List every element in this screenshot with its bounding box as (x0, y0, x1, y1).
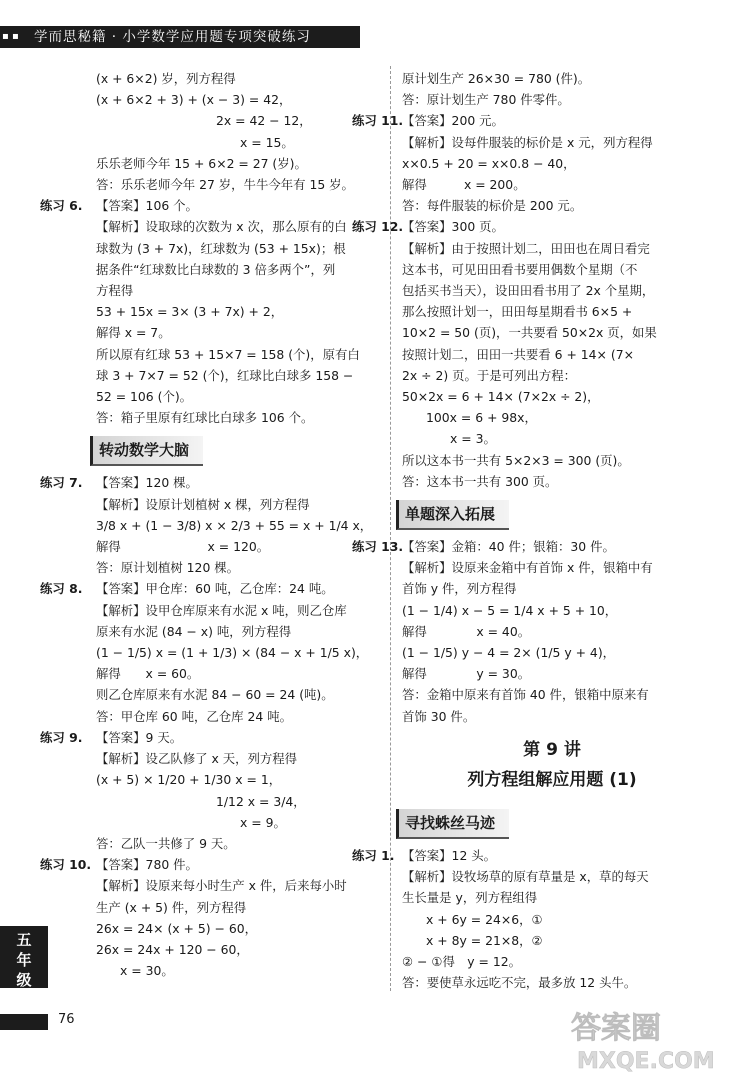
text-line (96, 557, 386, 578)
text-content: x = 9。 (240, 814, 286, 830)
section-heading: 转动数学大脑 (90, 436, 203, 466)
text-line (96, 515, 386, 536)
text-line (402, 706, 702, 727)
text-content: 据条件“红球数比白球数的 3 倍多两个”，列 (96, 261, 336, 277)
text-line (96, 621, 386, 642)
text-line (96, 706, 386, 727)
exercise-label: 练习 7. (40, 475, 83, 491)
text-content: 【解析】设甲仓库原来有水泥 x 吨，则乙仓库 (96, 602, 347, 618)
text-content: 答：甲仓库 60 吨，乙仓库 24 吨。 (96, 708, 292, 724)
text-line (96, 536, 386, 557)
text-line (40, 854, 386, 875)
lecture-number: 第 9 讲 (523, 739, 581, 760)
text-content: 答：乐乐老师今年 27 岁，牛牛今年有 15 岁。 (96, 177, 354, 193)
exercise-label: 练习 1. (352, 847, 395, 863)
text-line (402, 471, 702, 492)
text-content: (1 − 1/4) x − 5 = 1/4 x + 5 + 10， (402, 602, 618, 618)
grade-tab (0, 926, 48, 988)
exercise-label: 练习 11. (352, 113, 404, 129)
section-heading: 寻找蛛丝马迹 (396, 809, 509, 839)
text-line (352, 536, 702, 557)
text-content: 50×2x = 6 + 14× (7×2x ÷ 2)， (402, 389, 600, 405)
text-content: 【答案】200 元。 (402, 113, 504, 129)
text-content: 答：原计划植树 120 棵。 (96, 560, 240, 576)
text-content: 2x ÷ 2) 页。于是可列出方程： (402, 367, 577, 383)
text-content: 【答案】780 件。 (96, 857, 198, 873)
text-line (402, 684, 702, 705)
text-line (96, 386, 386, 407)
text-line (96, 365, 386, 386)
text-content: 解得 x = 7。 (96, 325, 171, 341)
text-line (96, 875, 386, 896)
text-content: x = 30。 (120, 963, 174, 979)
text-line (96, 918, 386, 939)
text-content: 【解析】设原来金箱中有首饰 x 件，银箱中有 (402, 560, 653, 576)
text-content: 【解析】设原来每小时生产 x 件，后来每小时 (96, 878, 347, 894)
page-header (0, 0, 750, 60)
text-content: 解得 y = 30。 (402, 666, 531, 682)
text-content: 答：箱子里原有红球比白球多 106 个。 (96, 410, 314, 426)
text-content: 答：这本书一共有 300 页。 (402, 473, 558, 489)
text-content: 【解析】设每件服装的标价是 x 元，列方程得 (402, 134, 653, 150)
text-content: 【解析】设原计划植树 x 棵，列方程得 (96, 496, 310, 512)
text-content: 100x = 6 + 98x， (426, 410, 537, 426)
text-line (352, 216, 702, 237)
header-mark-icon: ▪ ▪ (2, 31, 19, 42)
text-content: 【解析】设乙队修了 x 天，列方程得 (96, 751, 298, 767)
text-line (402, 663, 702, 684)
text-content: (1 − 1/5) x = (1 + 1/3) × (84 − x + 1/5 x)， (96, 645, 369, 661)
text-content: 答：要使草永远吃不完，最多放 12 头牛。 (402, 975, 637, 991)
lecture-title: 列方程组解应用题 (1) (467, 769, 637, 790)
text-line (402, 132, 702, 153)
exercise-label: 练习 12. (352, 219, 404, 235)
text-line (402, 909, 702, 930)
text-content: 包括买书当天），设田田看书用了 2x 个星期， (402, 283, 655, 299)
text-content: 53 + 15x = 3× (3 + 7x) + 2， (96, 304, 284, 320)
text-line (402, 238, 702, 259)
text-line (96, 174, 386, 195)
text-line (96, 791, 386, 812)
text-line (96, 344, 386, 365)
text-content: x = 3。 (450, 431, 496, 447)
text-line (96, 812, 386, 833)
text-line (402, 642, 702, 663)
text-content: 【答案】金箱：40 件；银箱：30 件。 (402, 539, 615, 555)
text-line (96, 216, 386, 237)
text-content: 则乙仓库原来有水泥 84 − 60 = 24 (吨)。 (96, 687, 334, 703)
text-line (402, 195, 702, 216)
exercise-label: 练习 13. (352, 539, 404, 555)
text-line (96, 301, 386, 322)
text-content: (x + 5) × 1/20 + 1/30 x = 1， (96, 772, 282, 788)
text-line (40, 195, 386, 216)
text-content: 按照计划二，田田一共要看 6 + 14× (7× (402, 346, 634, 362)
text-content: 答：乙队一共修了 9 天。 (96, 835, 236, 851)
text-content: 球 3 + 7×7 = 52 (个)，红球比白球多 158 − (96, 367, 354, 383)
text-content: 解得 x = 60。 (96, 666, 200, 682)
text-line (402, 972, 702, 993)
text-line (96, 110, 386, 131)
text-content: 原计划生产 26×30 = 780 (件)。 (402, 71, 591, 86)
text-line (402, 280, 702, 301)
text-content: 1/12 x = 3/4， (216, 793, 306, 809)
header-title: 学而思秘籍 · 小学数学应用题专项突破练习 (34, 29, 311, 45)
text-line (96, 68, 386, 89)
text-line (96, 259, 386, 280)
text-content: 生产 (x + 5) 件，列方程得 (96, 899, 247, 915)
grade-tab-text: 五年级 (16, 931, 32, 989)
text-content: 【解析】由于按照计划二，田田也在周日看完 (402, 240, 650, 256)
text-content: 方程得 (96, 283, 134, 299)
text-line (40, 727, 386, 748)
text-line (402, 930, 702, 951)
text-line (96, 939, 386, 960)
text-content: 【答案】120 棵。 (96, 475, 198, 491)
text-line (352, 845, 702, 866)
text-line (96, 769, 386, 790)
text-line (402, 174, 702, 195)
text-line (40, 578, 386, 599)
text-line (402, 866, 702, 887)
text-content: 答：原计划生产 780 件零件。 (402, 92, 570, 108)
text-line (402, 322, 702, 343)
exercise-label: 练习 8. (40, 581, 83, 597)
text-content: 所以原有红球 53 + 15×7 = 158 (个)，原有白 (96, 346, 360, 362)
text-line (402, 621, 702, 642)
text-line (402, 301, 702, 322)
exercise-label: 练习 10. (40, 857, 92, 873)
text-content: (1 − 1/5) y − 4 = 2× (1/5 y + 4)， (402, 645, 616, 661)
text-line (402, 557, 702, 578)
text-content: 【答案】300 页。 (402, 219, 504, 235)
text-content: 2x = 42 − 12， (216, 113, 312, 129)
text-content: 【答案】106 个。 (96, 198, 198, 214)
text-line (402, 68, 702, 89)
text-content: 球数为 (3 + 7x)，红球数为 (53 + 15x)；根 (96, 240, 346, 256)
text-line (96, 132, 386, 153)
text-line (96, 600, 386, 621)
text-content: 解得 x = 200。 (402, 177, 526, 193)
text-content: (x + 6×2 + 3) + (x − 3) = 42， (96, 92, 292, 108)
section-heading: 单题深入拓展 (396, 500, 509, 530)
text-content: 乐乐老师今年 15 + 6×2 = 27 (岁)。 (96, 155, 307, 171)
text-content: 所以这本书一共有 5×2×3 = 300 (页)。 (402, 452, 630, 468)
text-content: ② − ①得 y = 12。 (402, 953, 522, 969)
text-content: 生长量是 y，列方程组得 (402, 890, 538, 906)
text-content: 【解析】设取球的次数为 x 次，那么原有的白 (96, 219, 347, 235)
text-line (402, 153, 702, 174)
text-line (402, 365, 702, 386)
text-content: 【答案】12 头。 (402, 847, 497, 863)
section-heading-wrap (402, 801, 702, 845)
text-content: 首饰 30 件。 (402, 708, 476, 724)
text-line (96, 494, 386, 515)
text-content: 答：金箱中原来有首饰 40 件，银箱中原来有 (402, 687, 649, 703)
section-heading-wrap (402, 492, 702, 536)
exercise-label: 练习 9. (40, 729, 83, 745)
text-line (402, 450, 702, 471)
text-content: 解得 x = 120。 (96, 539, 270, 555)
text-content: 那么按照计划一，田田每星期看书 6×5 + (402, 304, 633, 320)
text-content: 【解析】设牧场草的原有草量是 x，草的每天 (402, 869, 649, 885)
watermark-url: MXQE.COM (577, 1049, 715, 1074)
text-line (96, 748, 386, 769)
text-line (402, 578, 702, 599)
text-line (96, 322, 386, 343)
watermark-logo (565, 1004, 743, 1074)
watermark-text: 答案圈 (571, 1011, 661, 1046)
text-content: 【答案】9 天。 (96, 729, 183, 745)
text-content: 原来有水泥 (84 − x) 吨，列方程得 (96, 623, 292, 639)
text-line (96, 833, 386, 854)
text-content: x×0.5 + 20 = x×0.8 − 40， (402, 155, 576, 171)
text-line (402, 344, 702, 365)
text-content: 26x = 24x + 120 − 60， (96, 941, 249, 957)
text-line (96, 280, 386, 301)
text-content: x + 8y = 21×8，② (426, 932, 543, 948)
text-line (40, 472, 386, 493)
text-content: 26x = 24× (x + 5) − 60， (96, 920, 258, 936)
text-content: (x + 6×2) 岁，列方程得 (96, 71, 236, 86)
text-line (96, 897, 386, 918)
left-column (40, 68, 386, 981)
text-line (96, 153, 386, 174)
text-line (402, 259, 702, 280)
text-line (96, 642, 386, 663)
text-content: 3/8 x + (1 − 3/8) x × 2/3 + 55 = x + 1/4 x， (96, 517, 373, 533)
text-line (96, 89, 386, 110)
section-heading-wrap (96, 428, 386, 472)
text-content: x + 6y = 24×6，① (426, 911, 543, 927)
text-line (402, 407, 702, 428)
text-content: 这本书，可见田田看书要用偶数个星期（不 (402, 261, 638, 277)
text-content: 首饰 y 件，列方程得 (402, 581, 517, 597)
text-line (402, 600, 702, 621)
text-content: 10×2 = 50 (页)，一共要看 50×2x 页，如果 (402, 325, 657, 341)
text-line (96, 684, 386, 705)
text-line (96, 663, 386, 684)
page-number: 76 (58, 1012, 75, 1027)
text-line (96, 407, 386, 428)
footer-bar (0, 1014, 48, 1030)
text-line (402, 887, 702, 908)
text-content: 【答案】甲仓库：60 吨，乙仓库：24 吨。 (96, 581, 334, 597)
text-content: 答：每件服装的标价是 200 元。 (402, 198, 583, 214)
text-line (402, 428, 702, 449)
text-line (96, 238, 386, 259)
text-line (402, 386, 702, 407)
text-content: x = 15。 (240, 134, 294, 150)
right-column (352, 68, 702, 993)
exercise-label: 练习 6. (40, 198, 83, 214)
text-line (96, 960, 386, 981)
text-line (352, 110, 702, 131)
text-line (402, 89, 702, 110)
text-content: 解得 x = 40。 (402, 623, 531, 639)
text-line (402, 951, 702, 972)
text-content: 52 = 106 (个)。 (96, 389, 193, 405)
